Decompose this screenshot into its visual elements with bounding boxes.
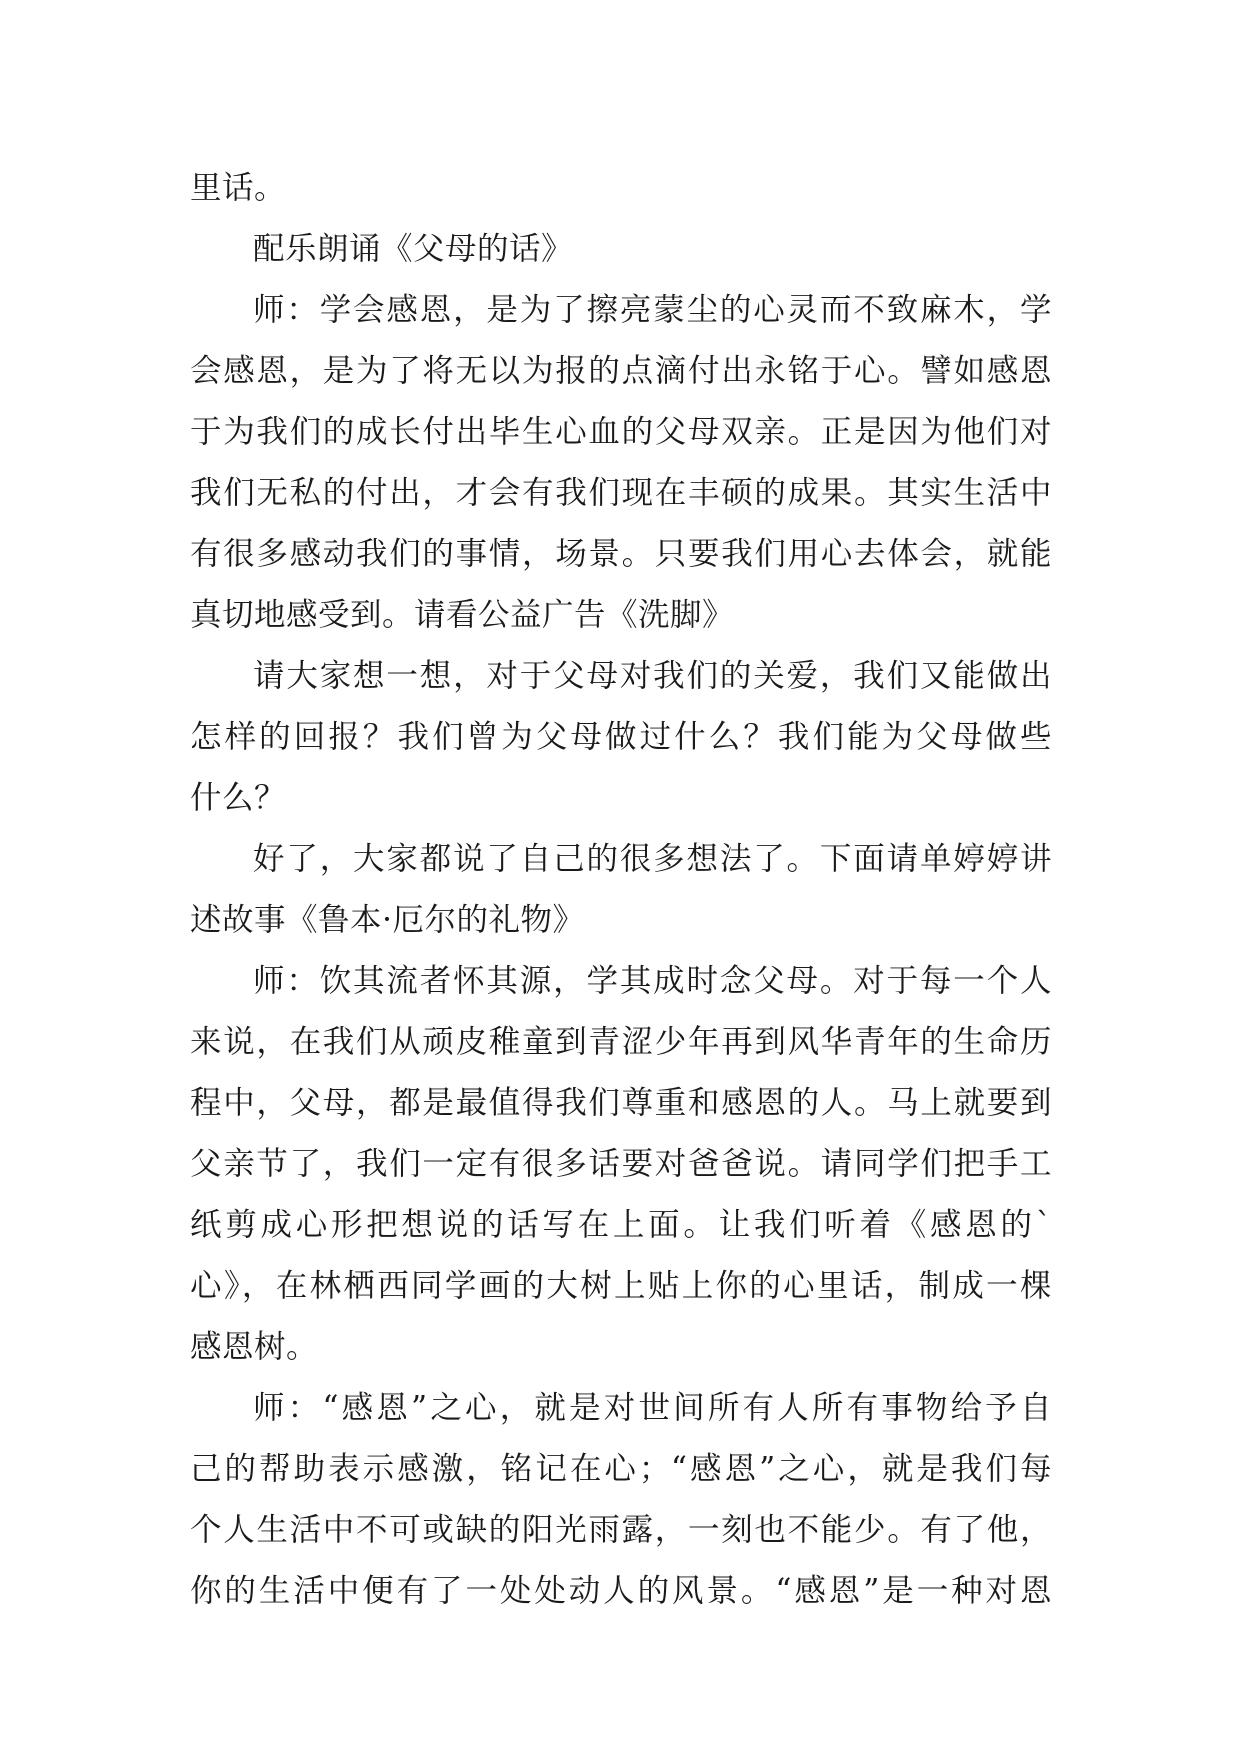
text-line: 纸剪成心形把想说的话写在上面。让我们听着《感恩的` [190,1207,1052,1243]
text-line: 师：饮其流者怀其源，学其成时念父母。对于每一个人 [253,963,1052,999]
text-line: 述故事《鲁本·厄尔的礼物》 [190,902,585,938]
document-body [190,158,1052,1622]
text-line: 里话。 [190,170,287,206]
text-line: 感恩树。 [190,1329,319,1365]
text-line: 有很多感动我们的事情，场景。只要我们用心去体会，就能 [190,536,1052,572]
text-line: 怎样的回报？我们曾为父母做过什么？我们能为父母做些 [190,719,1052,755]
text-line: 于为我们的成长付出毕生心血的父母双亲。正是因为他们对 [190,414,1052,450]
text-line: 什么？ [190,780,287,816]
text-line: 程中，父母，都是最值得我们尊重和感恩的人。马上就要到 [190,1085,1052,1121]
text-line: 师：“感恩”之心，就是对世间所有人所有事物给予自 [253,1390,1052,1426]
text-line: 来说，在我们从顽皮稚童到青涩少年再到风华青年的生命历 [190,1024,1052,1060]
text-line: 真切地感受到。请看公益广告《洗脚》 [190,597,735,633]
text-line: 我们无私的付出，才会有我们现在丰硕的成果。其实生活中 [190,475,1052,511]
text-line: 会感恩，是为了将无以为报的点滴付出永铭于心。譬如感恩 [190,353,1052,389]
text-line: 请大家想一想，对于父母对我们的关爱，我们又能做出 [253,658,1052,694]
text-line: 你的生活中便有了一处处动人的风景。“感恩”是一种对恩 [190,1573,1052,1609]
text-line: 父亲节了，我们一定有很多话要对爸爸说。请同学们把手工 [190,1146,1052,1182]
text-line: 个人生活中不可或缺的阳光雨露，一刻也不能少。有了他， [190,1512,1052,1548]
text-line: 好了，大家都说了自己的很多想法了。下面请单婷婷讲 [253,841,1052,877]
text-line: 己的帮助表示感激，铭记在心；“感恩”之心，就是我们每 [190,1451,1052,1487]
text-line: 师：学会感恩，是为了擦亮蒙尘的心灵而不致麻木，学 [253,292,1052,328]
text-line: 心》，在林栖西同学画的大树上贴上你的心里话，制成一棵 [190,1268,1052,1304]
text-line: 配乐朗诵《父母的话》 [253,231,574,267]
